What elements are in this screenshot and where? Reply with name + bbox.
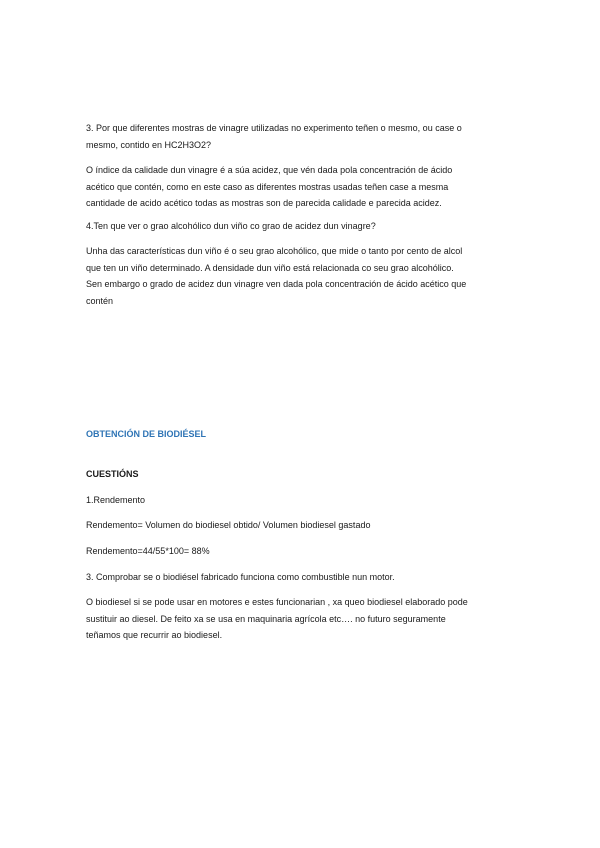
item-1-formula: Rendemento= Volumen do biodiesel obtido/ Volumen biodiesel gastado bbox=[86, 520, 371, 530]
answer-4-line-3: Sen embargo o grado de acidez dun vinagre ven dada pola concentración de ácido acético que bbox=[86, 279, 467, 289]
section-title-biodiesel: OBTENCIÓN DE BIODIÉSEL bbox=[86, 429, 207, 439]
answer-4-line-4: contén bbox=[86, 295, 114, 306]
answer-4 bbox=[86, 243, 526, 309]
item-1-title: 1.Rendemento bbox=[86, 495, 146, 505]
item-3-answer-line-2: sustituir ao diesel. De feito xa se usa en maquinaria agrícola etc…. no futuro seguramente bbox=[86, 613, 446, 624]
question-3-line-2: mesmo, contido en HC2H3O2? bbox=[86, 139, 212, 150]
answer-3-line-3: cantidade de acido acético todas as mostras son de parecida calidade e parecida acidez. bbox=[86, 198, 442, 208]
answer-4-line-1: Unha das características dun viño é o seu grao alcohólico, que mide o tanto por cento de alcol bbox=[86, 246, 463, 256]
answer-3 bbox=[86, 162, 526, 212]
questions-heading: CUESTIÓNS bbox=[86, 469, 139, 479]
answer-3-line-2: acético que contén, como en este caso as diferentes mostras usadas teñen case a mesma bbox=[86, 181, 449, 192]
item-3-answer-line-1: O biodiesel si se pode usar en motores e estes funcionarian , xa queo biodiesel elaborado pode bbox=[86, 597, 468, 607]
question-3-line-1: 3. Por que diferentes mostras de vinagre utilizadas no experimento teñen o mesmo, ou case o bbox=[86, 123, 462, 133]
question-4 bbox=[86, 218, 526, 235]
item-1-result: Rendemento=44/55*100= 88% bbox=[86, 546, 210, 556]
question-4-line-1: 4.Ten que ver o grao alcohólico dun viño co grao de acidez dun vinagre? bbox=[86, 221, 376, 231]
item-3-answer bbox=[86, 594, 526, 644]
item-3-answer-line-3: teñamos que recurrir ao biodiesel. bbox=[86, 630, 223, 640]
question-3 bbox=[86, 120, 526, 153]
answer-3-line-1: O índice da calidade dun vinagre é a súa acidez, que vén dada pola concentración de ácido bbox=[86, 165, 453, 175]
answer-4-line-2: que ten un viño determinado. A densidade dun viño está relacionada co seu grao alcohólico. bbox=[86, 262, 454, 273]
item-3-title: 3. Comprobar se o biodiésel fabricado funciona como combustible nun motor. bbox=[86, 572, 395, 582]
